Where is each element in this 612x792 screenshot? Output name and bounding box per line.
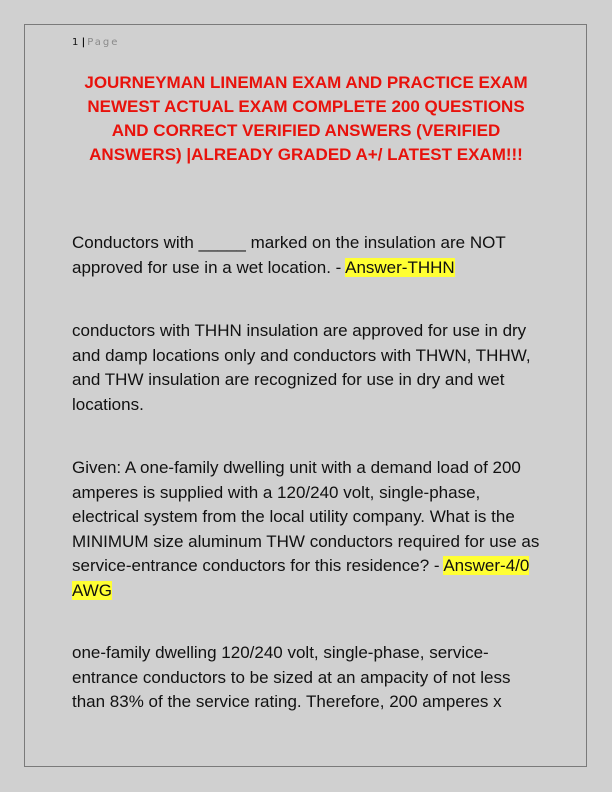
question-text: Conductors with _____ marked on the insulation are NOT approved for use in a wet location. - [72,233,506,277]
question-paragraph [72,456,544,603]
page-number: 1 [72,37,79,48]
page-number-header [72,37,119,49]
question-paragraph [72,231,544,280]
page-separator: | [81,37,86,48]
answer-highlight: Answer-4/0 AWG [72,556,530,600]
explanation-paragraph [72,641,544,715]
explanation-text: one-family dwelling 120/240 volt, single-phase, service-entrance conductors to be sized at an ampacity of not less than 83% of the service rating. Therefore, 200 amperes x [72,643,511,711]
question-text: Given: A one-family dwelling unit with a demand load of 200 amperes is supplied with a 120/240 volt, single-phase, electrical system from the local utility company. What is the MINIMUM size aluminum THW conductors required for use as service-entrance conductors for this residence? - [72,458,540,575]
answer-highlight: Answer-THHN [345,257,455,277]
explanation-paragraph [72,319,544,417]
document-title: JOURNEYMAN LINEMAN EXAM AND PRACTICE EXAM NEWEST ACTUAL EXAM COMPLETE 200 QUESTIONS AND CORRECT VERIFIED ANSWERS (VERIFIED ANSWERS) |ALREADY GRADED A+/ LATEST EXAM!!! [84,73,528,164]
page-word: Page [87,37,120,48]
explanation-text: conductors with THHN insulation are approved for use in dry and damp locations only and conductors with THWN, THHW, and THW insulation are recognized for use in dry and wet locations. [72,321,531,414]
